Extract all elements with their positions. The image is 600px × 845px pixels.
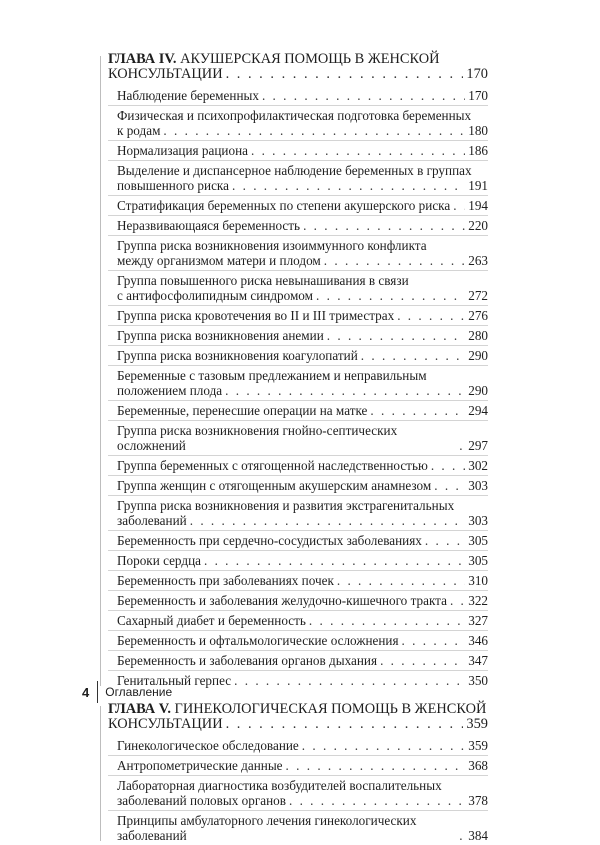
entry-title: Группа женщин с отягощенным акушерским анамнезом (117, 478, 432, 493)
entry-page-number: 359 (468, 738, 488, 753)
entry-row (117, 573, 488, 588)
entry-page-number: 305 (468, 553, 488, 568)
toc-entry (108, 811, 488, 845)
toc-entry (108, 401, 488, 421)
entry-title-line: Лабораторная диагностика возбудителей воспалительных (117, 778, 442, 793)
dot-leader (289, 793, 465, 808)
entry-title: Группа риска кровотечения во II и III триместрах (117, 308, 395, 323)
entry-page-number: 305 (468, 533, 488, 548)
entry-row (117, 593, 488, 608)
chapter-section (108, 702, 488, 845)
chapter-section (108, 52, 488, 690)
entry-title: Беременные, перенесшие операции на матке (117, 403, 368, 418)
entry-title: положением плода (117, 383, 223, 398)
entry-title: Принципы амбулаторного лечения гинекологических заболеваний (117, 813, 417, 843)
entry-page-number: 384 (468, 828, 488, 843)
dot-leader (380, 653, 465, 668)
footer-divider (97, 681, 98, 703)
entry-page-number: 170 (468, 88, 488, 103)
entry-page-number: 303 (468, 513, 488, 528)
entry-row (117, 218, 488, 233)
toc-entry (108, 346, 488, 366)
entry-page-number: 294 (468, 403, 488, 418)
dot-leader (204, 553, 465, 568)
toc-entry (108, 736, 488, 756)
entry-page-number: 302 (468, 458, 488, 473)
toc-entry (108, 141, 488, 161)
entry-title: Сахарный диабет и беременность (117, 613, 306, 628)
entry-page-number: 280 (468, 328, 488, 343)
chapter-label: ГЛАВА V. (108, 701, 171, 717)
entry-page-number: 346 (468, 633, 488, 648)
entry-row (117, 178, 488, 193)
entry-title: Беременность при сердечно-сосудистых заболеваниях (117, 533, 422, 548)
entry-row (117, 758, 488, 773)
chapter-title (108, 52, 488, 82)
entry-title: заболеваний (117, 513, 187, 528)
toc-entry (108, 531, 488, 551)
page-number: 4 (82, 684, 90, 700)
chapter-title-text: КОНСУЛЬТАЦИИ (108, 66, 223, 82)
entry-title: Группа риска возникновения гнойно-септических осложнений (117, 423, 398, 453)
dot-leader (234, 673, 465, 688)
entry-page-number: 272 (468, 288, 488, 303)
dot-leader (453, 198, 465, 213)
entry-row (117, 553, 488, 568)
entry-row (117, 613, 488, 628)
toc-entry (108, 756, 488, 776)
toc-entry (108, 476, 488, 496)
entry-title: с антифосфолипидным синдромом (117, 288, 313, 303)
dot-leader (309, 613, 465, 628)
entry-row (117, 813, 488, 843)
toc-entry (108, 326, 488, 346)
page-footer (82, 681, 172, 703)
dot-leader (302, 738, 465, 753)
table-of-contents (108, 52, 488, 845)
entry-page-number: 194 (468, 198, 488, 213)
entry-title: Беременность при заболеваниях почек (117, 573, 334, 588)
entry-list (108, 86, 488, 690)
entry-page-number: 310 (468, 573, 488, 588)
entry-row (117, 348, 488, 363)
toc-entry (108, 306, 488, 326)
entry-page-number: 180 (468, 123, 488, 138)
entry-title-line: Группа риска возникновения и развития экстрагенитальных (117, 498, 455, 513)
chapter-page-number: 359 (466, 716, 488, 732)
chapter-title-line (108, 52, 488, 67)
entry-page-number: 322 (468, 593, 488, 608)
entry-row (117, 88, 488, 103)
entry-row (117, 383, 488, 398)
entry-list (108, 736, 488, 845)
dot-leader (232, 178, 465, 193)
entry-title: Нормализация рациона (117, 143, 248, 158)
entry-page-number: 220 (468, 218, 488, 233)
dot-leader (286, 758, 466, 773)
entry-page-number: 347 (468, 653, 488, 668)
entry-row (117, 513, 488, 528)
entry-title: между организмом матери и плодом (117, 253, 321, 268)
toc-entry (108, 776, 488, 811)
entry-title: Генитальный герпес (117, 673, 232, 688)
toc-entry (108, 271, 488, 306)
entry-title: Наблюдение беременных (117, 88, 259, 103)
dot-leader (361, 348, 465, 363)
toc-entry (108, 366, 488, 401)
toc-entry (108, 161, 488, 196)
entry-page-number: 368 (468, 758, 488, 773)
dot-leader (303, 218, 465, 233)
entry-page-number: 303 (468, 478, 488, 493)
dot-leader (459, 438, 465, 453)
entry-title: Группа беременных с отягощенной наследственностью (117, 458, 428, 473)
dot-leader (402, 633, 466, 648)
chapter-title-row (108, 717, 488, 732)
entry-row (117, 793, 488, 808)
entry-title-line: Группа риска возникновения изоиммунного конфликта (117, 238, 427, 253)
entry-title-line: Физическая и психопрофилактическая подготовка беременных (117, 108, 472, 123)
entry-row (117, 673, 488, 688)
dot-leader (431, 458, 465, 473)
entry-title: Стратификация беременных по степени акушерского риска (117, 198, 451, 213)
dot-leader (327, 328, 465, 343)
entry-title: заболеваний половых органов (117, 793, 286, 808)
dot-leader (190, 513, 466, 528)
toc-entry (108, 631, 488, 651)
entry-row (117, 198, 488, 213)
entry-title: повышенного риска (117, 178, 229, 193)
dot-leader (434, 478, 465, 493)
toc-entry (108, 551, 488, 571)
entry-row (117, 478, 488, 493)
entry-page-number: 290 (468, 348, 488, 363)
toc-entry (108, 456, 488, 476)
dot-leader (251, 143, 465, 158)
entry-title: Антропометрические данные (117, 758, 283, 773)
entry-row (117, 533, 488, 548)
dot-leader (226, 67, 464, 82)
entry-title: к родам (117, 123, 161, 138)
entry-page-number: 297 (468, 438, 488, 453)
dot-leader (226, 717, 464, 732)
entry-title: Пороки сердца (117, 553, 201, 568)
entry-title: Группа риска возникновения анемии (117, 328, 324, 343)
entry-page-number: 327 (468, 613, 488, 628)
entry-title: Группа риска возникновения коагулопатий (117, 348, 358, 363)
toc-entry (108, 611, 488, 631)
entry-page-number: 290 (468, 383, 488, 398)
chapter-title-text: ГИНЕКОЛОГИЧЕСКАЯ ПОМОЩЬ В ЖЕНСКОЙ (174, 701, 487, 717)
dot-leader (316, 288, 465, 303)
entry-title: Беременность и офтальмологические осложнения (117, 633, 399, 648)
entry-title-line: Беременные с тазовым предлежанием и неправильным (117, 368, 427, 383)
entry-row (117, 288, 488, 303)
entry-row (117, 123, 488, 138)
toc-entry (108, 591, 488, 611)
entry-row (117, 653, 488, 668)
running-header: Оглавление (105, 685, 173, 699)
toc-entry (108, 86, 488, 106)
entry-title: Беременность и заболевания желудочно-кишечного тракта (117, 593, 447, 608)
chapter-page-number: 170 (466, 66, 488, 82)
toc-entry (108, 571, 488, 591)
entry-page-number: 191 (468, 178, 488, 193)
dot-leader (425, 533, 465, 548)
dot-leader (225, 383, 465, 398)
dot-leader (370, 403, 465, 418)
chapter-title-text: КОНСУЛЬТАЦИИ (108, 716, 223, 732)
entry-title: Беременность и заболевания органов дыхания (117, 653, 378, 668)
toc-entry (108, 651, 488, 671)
toc-entry (108, 496, 488, 531)
entry-page-number: 186 (468, 143, 488, 158)
chapter-title-row (108, 67, 488, 82)
dot-leader (337, 573, 465, 588)
chapter-title-text: АКУШЕРСКАЯ ПОМОЩЬ В ЖЕНСКОЙ (180, 51, 440, 67)
dot-leader (459, 828, 465, 843)
dot-leader (397, 308, 465, 323)
dot-leader (163, 123, 465, 138)
entry-page-number: 378 (468, 793, 488, 808)
entry-row (117, 253, 488, 268)
entry-row (117, 423, 488, 453)
entry-title: Неразвивающаяся беременность (117, 218, 301, 233)
entry-title: Гинекологическое обследование (117, 738, 299, 753)
entry-row (117, 738, 488, 753)
dot-leader (450, 593, 465, 608)
entry-row (117, 308, 488, 323)
toc-entry (108, 236, 488, 271)
toc-entry (108, 421, 488, 456)
toc-entry (108, 216, 488, 236)
entry-row (117, 403, 488, 418)
toc-entry (108, 196, 488, 216)
entry-row (117, 143, 488, 158)
toc-entry (108, 106, 488, 141)
entry-row (117, 633, 488, 648)
dot-leader (324, 253, 465, 268)
entry-page-number: 350 (468, 673, 488, 688)
entry-page-number: 276 (468, 308, 488, 323)
chapter-title-line (108, 702, 488, 717)
chapter-label: ГЛАВА IV. (108, 51, 177, 67)
dot-leader (262, 88, 465, 103)
entry-title-line: Выделение и диспансерное наблюдение беременных в группах (117, 163, 472, 178)
entry-page-number: 263 (468, 253, 488, 268)
entry-row (117, 458, 488, 473)
entry-row (117, 328, 488, 343)
entry-title-line: Группа повышенного риска невынашивания в связи (117, 273, 409, 288)
chapter-title (108, 702, 488, 732)
